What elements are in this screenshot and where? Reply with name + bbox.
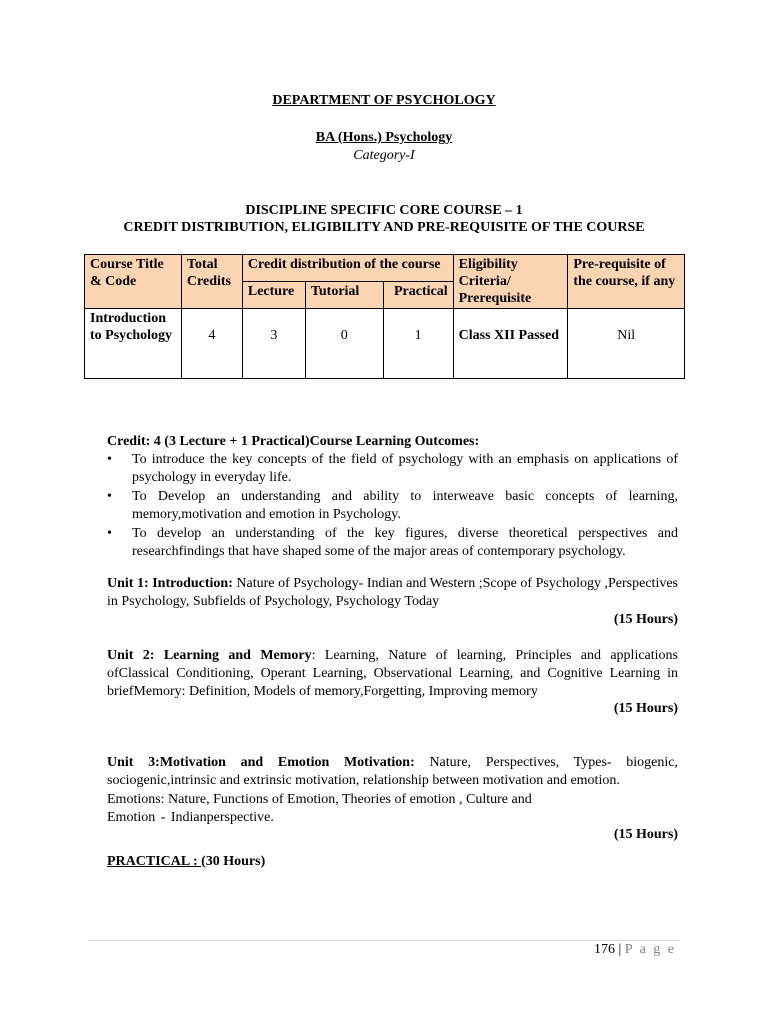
credit-distribution-heading: CREDIT DISTRIBUTION, ELIGIBILITY AND PRE-REQUISITE OF THE COURSE xyxy=(123,220,645,235)
unit-1 xyxy=(107,575,678,611)
header-credit-distribution: Credit distribution of the course xyxy=(242,255,453,282)
page-number: 176 xyxy=(593,942,615,957)
header-tutorial: Tutorial xyxy=(305,282,383,309)
unit-3-title: Unit 3:Motivation and Emotion Motivation: xyxy=(107,755,415,770)
table-header-row xyxy=(85,255,685,282)
course-heading: DISCIPLINE SPECIFIC CORE COURSE – 1 xyxy=(245,203,523,218)
unit-1-title: Unit 1: Introduction: xyxy=(107,576,233,591)
header-prerequisite: Pre-requisite of the course, if any xyxy=(568,255,685,309)
practical-label: PRACTICAL : xyxy=(107,854,202,869)
unit-2-title: Unit 2: Learning and Memory xyxy=(107,648,312,663)
cell-prerequisite: Nil xyxy=(568,309,685,379)
unit-3-hours: (15 Hours) xyxy=(613,827,678,842)
program-title: BA (Hons.) Psychology xyxy=(315,130,453,145)
category-label: Category-I xyxy=(353,148,415,163)
unit-3-body: Nature, Perspectives, Types- biogenic, sociogenic,intrinsic and extrinsic motivation, relationship between motivation and emotion. xyxy=(107,755,678,788)
table-row xyxy=(85,309,685,379)
practical-line xyxy=(107,853,678,871)
header-course-title: Course Title & Code xyxy=(85,255,182,309)
page-label: P a g e xyxy=(624,942,676,957)
cell-eligibility: Class XII Passed xyxy=(453,309,568,379)
unit-1-hours: (15 Hours) xyxy=(613,612,678,627)
credit-line: Credit: 4 (3 Lecture + 1 Practical)Course Learning Outcomes: xyxy=(107,434,480,449)
page-footer xyxy=(500,942,676,958)
page-separator: | xyxy=(618,942,622,957)
unit-3-emotions-line: Emotions: Nature, Functions of Emotion, Theories of emotion , Culture and xyxy=(107,792,532,807)
department-title: DEPARTMENT OF PSYCHOLOGY xyxy=(272,93,496,108)
list-item: • To Develop an understanding and ability to interweave basic concepts of learning, memory,motivation and emotion in Psychology. xyxy=(107,488,678,523)
list-item: • To develop an understanding of the key figures, diverse theoretical perspectives and researchfindings that have shaped some of the major areas of contemporary psychology. xyxy=(107,525,678,560)
header-lecture: Lecture xyxy=(242,282,305,309)
cell-course-title: Introduction to Psychology xyxy=(85,309,182,379)
header-eligibility: Eligibility Criteria/ Prerequisite xyxy=(453,255,568,309)
unit-3 xyxy=(107,754,678,790)
unit-2-body: : Learning, Nature of learning, Principles and applications ofClassical Conditioning, Operant Learning, Observational Learning, and Cognitive Learning in briefMemory: Definition, Models of memory,Forgetting, Improving memory xyxy=(107,648,678,699)
footer-divider xyxy=(88,940,680,941)
credit-distribution-table xyxy=(84,254,685,379)
cell-lecture: 3 xyxy=(242,309,305,379)
unit-2 xyxy=(107,647,678,701)
unit-2-hours: (15 Hours) xyxy=(613,701,678,716)
unit-3-emotions-line-2: Emotion - Indianperspective. xyxy=(107,810,274,825)
cell-practical: 1 xyxy=(383,309,453,379)
cell-tutorial: 0 xyxy=(305,309,383,379)
unit-1-body: Nature of Psychology- Indian and Western ;Scope of Psychology ,Perspectives in Psychology, Subfields of Psychology, Psychology Today xyxy=(107,576,678,609)
practical-hours: (30 Hours) xyxy=(201,854,266,869)
header-practical: Practical xyxy=(383,282,453,309)
list-item: • To introduce the key concepts of the field of psychology with an emphasis on applications of psychology in everyday life. xyxy=(107,451,678,486)
learning-outcomes-list xyxy=(107,451,678,562)
header-total-credits: Total Credits xyxy=(181,255,242,309)
cell-total-credits: 4 xyxy=(181,309,242,379)
